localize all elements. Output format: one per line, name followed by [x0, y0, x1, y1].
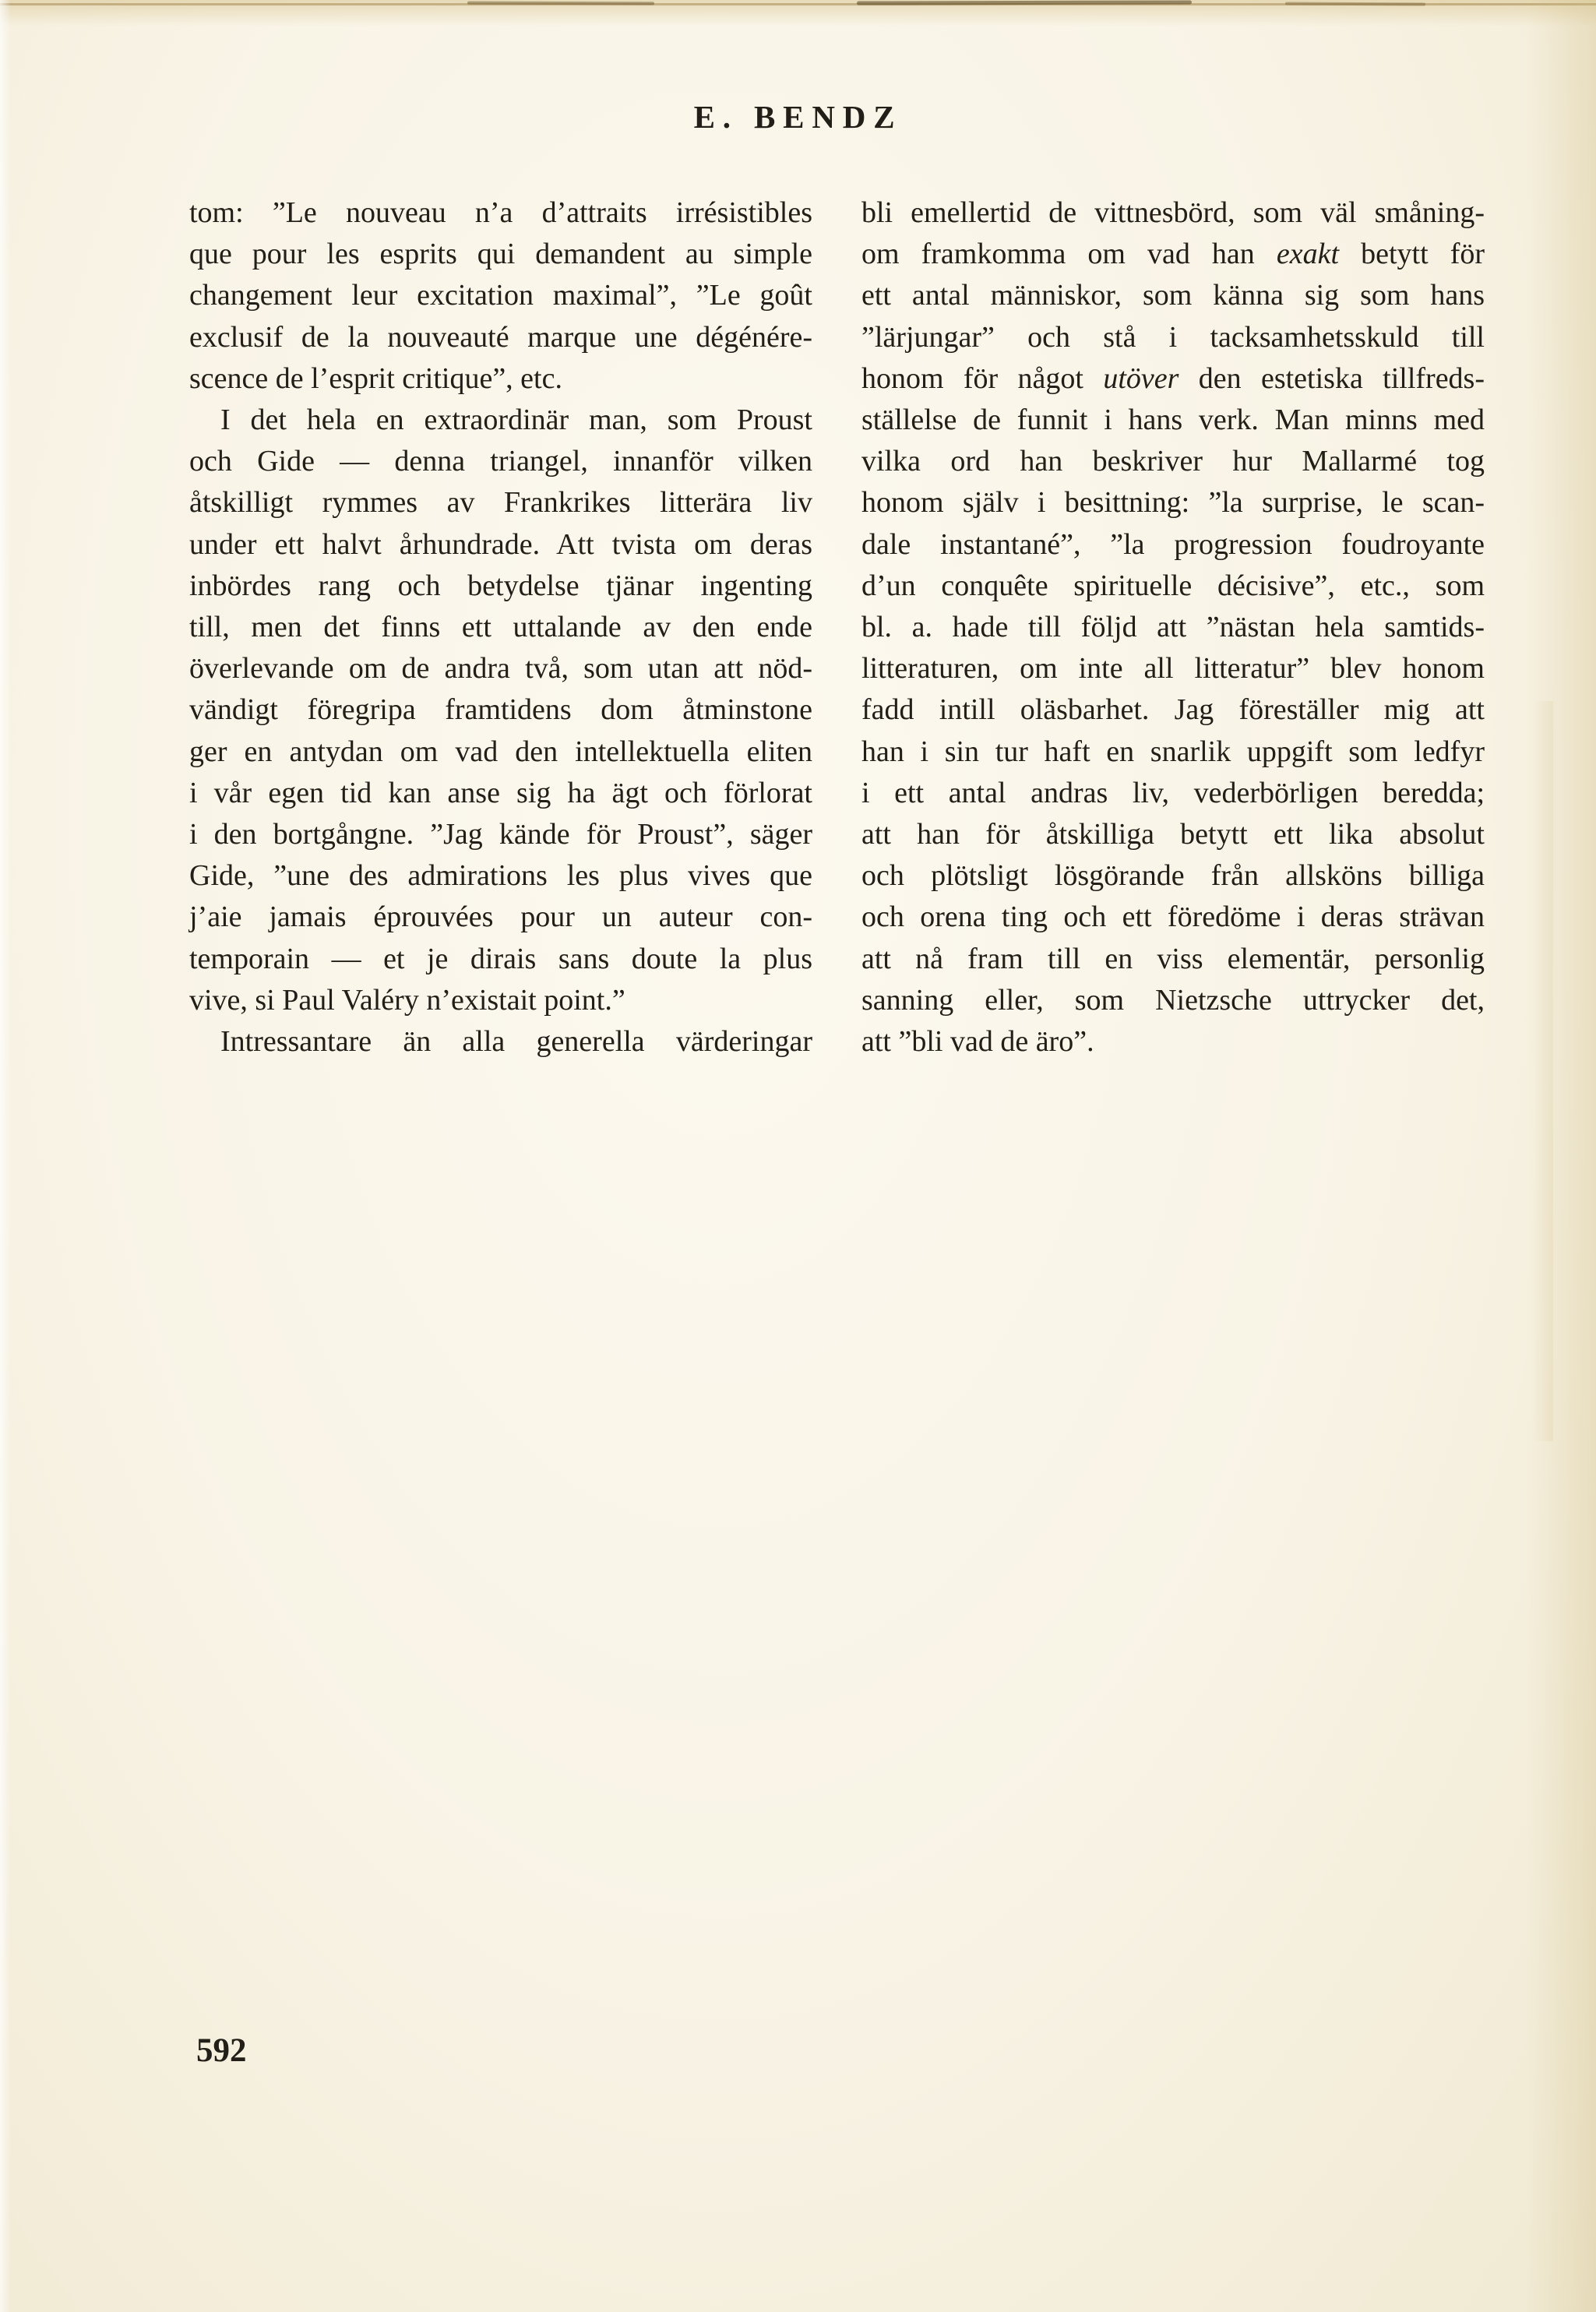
text-line: [189, 192, 812, 234]
text-line: [189, 939, 812, 980]
text-segment: ett antal människor, som känna sig som hans: [861, 279, 1485, 312]
text-segment: litteraturen, om inte all litteratur” blev honom: [861, 652, 1485, 685]
text-line: [861, 482, 1485, 523]
text-line: [189, 980, 812, 1021]
text-segment: om framkomma om vad han: [861, 238, 1277, 271]
text-line: [861, 524, 1485, 566]
text-segment: överlevande om de andra två, som utan att nöd-: [189, 652, 812, 685]
text-segment: till, men det finns ett uttalande av den ende: [189, 611, 812, 644]
text-segment: att nå fram till en viss elementär, personlig: [861, 942, 1485, 975]
text-line: [861, 855, 1485, 897]
text-segment: i vår egen tid kan anse sig ha ägt och förlorat: [189, 776, 812, 809]
text-line: [861, 689, 1485, 731]
text-line: [189, 358, 812, 400]
text-segment: att han för åtskilliga betytt ett lika absolut: [861, 818, 1485, 851]
text-line: [189, 648, 812, 689]
text-segment: scence de l’esprit critique”, etc.: [189, 361, 562, 395]
text-line: [189, 400, 812, 441]
text-segment: changement leur excitation maximal”, ”Le goût: [189, 279, 812, 312]
text-segment: och Gide — denna triangel, innanför vilken: [189, 445, 812, 478]
text-line: [861, 317, 1485, 358]
text-segment: sanning eller, som Nietzsche uttrycker det,: [861, 983, 1485, 1017]
text-line: [189, 566, 812, 607]
text-segment: ger en antydan om vad den intellektuella eliten: [189, 735, 812, 768]
text-segment: vilka ord han beskriver hur Mallarmé tog: [861, 445, 1485, 478]
text-line: [861, 566, 1485, 607]
text-line: [189, 814, 812, 855]
text-segment: honom för något: [861, 361, 1104, 395]
text-line: [861, 400, 1485, 441]
page-number: 592: [196, 2032, 247, 2069]
text-segment: åtskilligt rymmes av Frankrikes litterära liv: [189, 486, 812, 520]
text-line: [189, 897, 812, 938]
italic-text-segment: utöver: [1103, 361, 1179, 395]
text-segment: I det hela en extraordinär man, som Proust: [220, 404, 812, 437]
text-segment: ställelse de funnit i hans verk. Man minns med: [861, 404, 1485, 437]
text-line: [861, 192, 1485, 234]
text-segment: Intressantare än alla generella värderingar: [220, 1025, 812, 1059]
scan-streak-artifact: [1533, 701, 1553, 1441]
text-segment: temporain — et je dirais sans doute la plus: [189, 942, 812, 975]
text-line: [861, 275, 1485, 316]
text-line: [189, 234, 812, 275]
text-line: [861, 607, 1485, 648]
text-line: [189, 607, 812, 648]
text-segment: bli emellertid de vittnesbörd, som väl småning-: [861, 196, 1485, 229]
text-segment: honom själv i besittning: ”la surprise, le scan-: [861, 486, 1485, 520]
text-segment: att ”bli vad de äro”.: [861, 1025, 1094, 1059]
text-line: [861, 731, 1485, 773]
text-line: [189, 1021, 812, 1063]
text-line: [189, 731, 812, 773]
scan-edge-mark: [467, 2, 654, 5]
text-line: [189, 275, 812, 316]
text-segment: den estetiska tillfreds-: [1179, 361, 1485, 395]
text-segment: dale instantané”, ”la progression foudroyante: [861, 527, 1485, 561]
text-segment: i den bortgångne. ”Jag kände för Proust”, säger: [189, 818, 812, 851]
text-segment: vändigt föregripa framtidens dom åtminstone: [189, 693, 812, 727]
text-line: [861, 980, 1485, 1021]
text-segment: ”lärjungar” och stå i tacksamhetsskuld till: [861, 320, 1485, 354]
text-line: [861, 648, 1485, 689]
text-line: [861, 358, 1485, 400]
text-line: [861, 939, 1485, 980]
text-segment: och orena ting och ett föredöme i deras strävan: [861, 900, 1485, 934]
text-line: [189, 441, 812, 482]
text-segment: under ett halvt århundrade. Att tvista om deras: [189, 527, 812, 561]
text-segment: j’aie jamais éprouvées pour un auteur con-: [189, 900, 812, 934]
text-segment: fadd intill oläsbarhet. Jag föreställer mig att: [861, 693, 1485, 727]
text-line: [189, 482, 812, 523]
text-line: [189, 317, 812, 358]
text-segment: bl. a. hade till följd att ”nästan hela samtids-: [861, 611, 1485, 644]
running-head: E. BENDZ: [693, 99, 903, 135]
text-column-right: [861, 192, 1485, 1063]
text-line: [861, 814, 1485, 855]
text-line: [189, 689, 812, 731]
text-segment: och plötsligt lösgörande från allsköns billiga: [861, 859, 1485, 893]
text-segment: tom: ”Le nouveau n’a d’attraits irrésistibles: [189, 196, 812, 229]
text-line: [189, 524, 812, 566]
text-segment: i ett antal andras liv, vederbörligen beredda;: [861, 776, 1485, 809]
text-column-left: [189, 192, 812, 1063]
text-segment: d’un conquête spirituelle décisive”, etc., som: [861, 569, 1485, 602]
text-line: [861, 441, 1485, 482]
text-segment: han i sin tur haft en snarlik uppgift som ledfyr: [861, 735, 1485, 768]
text-segment: inbördes rang och betydelse tjänar ingenting: [189, 569, 812, 602]
text-line: [189, 855, 812, 897]
scan-left-edge: [0, 0, 11, 2312]
text-line: [189, 773, 812, 814]
text-segment: que pour les esprits qui demandent au simple: [189, 238, 812, 271]
italic-text-segment: exakt: [1276, 238, 1340, 271]
text-segment: Gide, ”une des admirations les plus vives que: [189, 859, 812, 893]
text-segment: exclusif de la nouveauté marque une dégénére-: [189, 320, 812, 354]
text-line: [861, 773, 1485, 814]
text-line: [861, 1021, 1485, 1063]
text-segment: vive, si Paul Valéry n’existait point.”: [189, 983, 625, 1017]
text-line: [861, 897, 1485, 938]
text-segment: betytt för: [1339, 238, 1485, 271]
text-line: [861, 234, 1485, 275]
